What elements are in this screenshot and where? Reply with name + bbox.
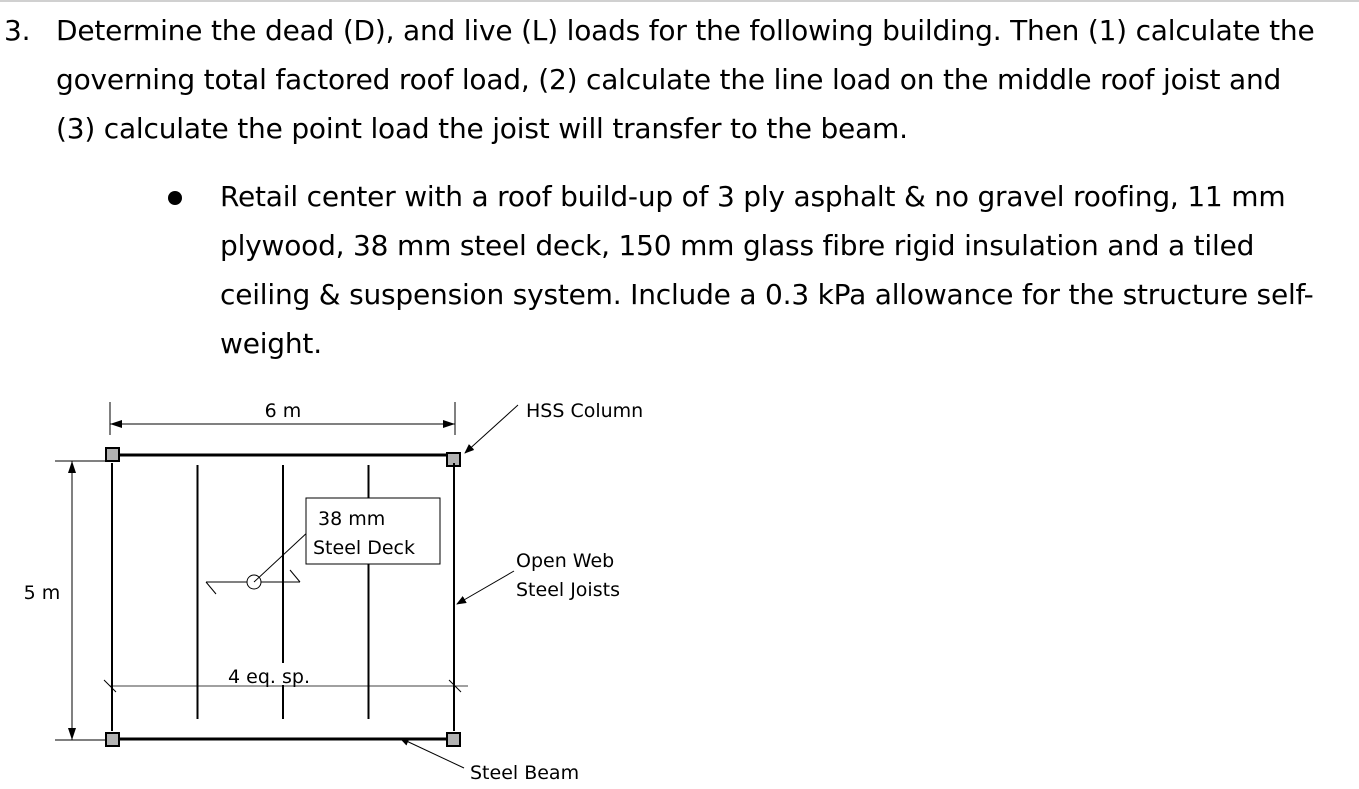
arrow-down-icon (68, 728, 76, 740)
bullet-line: Retail center with a roof build-up of 3 ply asphalt & no gravel roofing, 11 mm (220, 180, 1286, 213)
deck-label-line1: 38 mm (318, 508, 386, 530)
bullet-line: ceiling & suspension system. Include a 0.3 kPa allowance for the structure self- (220, 278, 1314, 311)
question-line: governing total factored roof load, (2) calculate the line load on the middle roof joist and (56, 63, 1282, 96)
joist-leader-line (457, 571, 514, 604)
width-label: 6 m (264, 400, 302, 422)
deck-label-line2: Steel Deck (313, 537, 415, 559)
question-line: Determine the dead (D), and live (L) loads for the following building. Then (1) calculate the (56, 14, 1315, 47)
hss-column-icon (106, 448, 119, 461)
height-dimension (24, 461, 105, 740)
deck-span-tick (290, 570, 300, 582)
spacing-label-a: 4 eq. (228, 666, 276, 688)
deck-label-box (306, 498, 440, 564)
arrow-left-icon (110, 420, 122, 428)
spacing-label-b: sp. (282, 666, 310, 688)
question-line: (3) calculate the point load the joist will transfer to the beam. (56, 112, 908, 145)
height-label: 5 m (23, 582, 61, 604)
bullet-line: plywood, 38 mm steel deck, 150 mm glass fibre rigid insulation and a tiled (220, 229, 1255, 262)
arrow-up-icon (68, 461, 76, 473)
column-leader-line (465, 405, 518, 453)
beam-label: Steel Beam (470, 762, 580, 784)
deck-span-symbol (206, 530, 310, 594)
question-number: 3. (4, 14, 31, 47)
deck-span-tick (206, 582, 216, 594)
column-label: HSS Column (526, 400, 644, 422)
bullet-line: weight. (220, 327, 322, 360)
width-dimension (110, 400, 455, 435)
arrow-right-icon (443, 420, 455, 428)
joists-label-line2: Steel Joists (516, 579, 620, 601)
spacing-dimension (104, 663, 468, 692)
hss-column-icon (447, 733, 460, 746)
hss-column-icon (106, 733, 119, 746)
joists-label-line1: Open Web (516, 550, 615, 572)
